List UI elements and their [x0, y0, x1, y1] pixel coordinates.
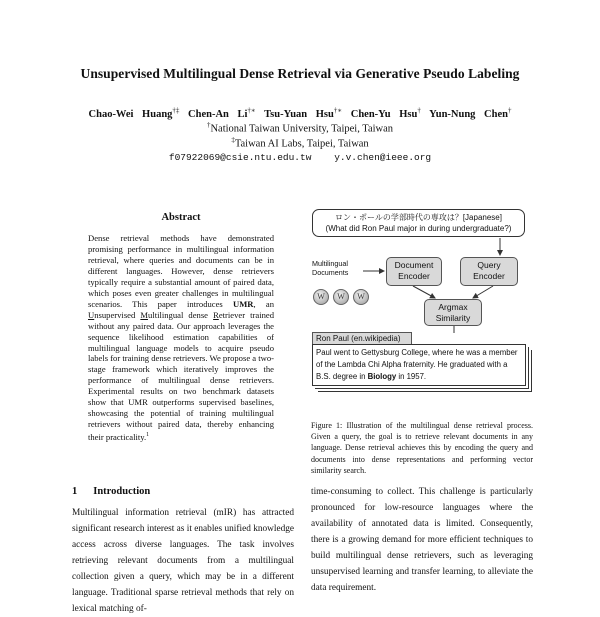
multilingual-documents-label: Multilingual Documents [312, 259, 349, 277]
intro-left-text: Multilingual information retrieval (mIR) has attracted significant research interest as it enables unified knowledge access across diverse languages. The task involves retrieving relevant documents from a multilingual collection given a query, which may be in a different language. Traditional sparse retrieval methods that rely on lexical matching of- [72, 508, 294, 614]
author-emails: f07922069@csie.ntu.edu.tw y.v.chen@ieee.org [168, 152, 432, 163]
author: Chen-Yu Hsu† [350, 106, 421, 120]
query-encoder-box: Query Encoder [460, 257, 518, 286]
author: Chao-Wei Huang†‡ [88, 106, 180, 120]
affiliation: ‡Taiwan AI Labs, Taipei, Taiwan [231, 136, 369, 150]
figure-1 [308, 205, 536, 411]
author-list [30, 106, 570, 120]
wikipedia-globe-icon: W [353, 289, 369, 305]
figure-caption: Figure 1: Illustration of the multilingual dense retrieval process. Given a query, the goal is to retrieve relevant documents in any language. Dense retrieval achieves this by encoding the query and documents into dense representations and performing vector similarity search. [311, 421, 533, 475]
arrow-doc-enc-to-argmax [413, 286, 435, 298]
document-encoder-box: Document Encoder [386, 257, 442, 286]
author: Chen-An Li†∗ [188, 106, 256, 120]
abstract-heading: Abstract [161, 212, 201, 223]
intro-right-text: time-consuming to collect. This challenge is particularly pronounced for low-resource languages where the availability of annotated data is limited. Consequently, there is a growing demand for more efficient techniques to build multilingual dense retrievers, such as leveraging unsupervised learning and transfer learning, to alleviate the data requirement. [311, 487, 533, 593]
result-title: Ron Paul (en.wikipedia) [312, 332, 412, 345]
wikipedia-globe-icon: W [333, 289, 349, 305]
paper-title: Unsupervised Multilingual Dense Retrieval via Generative Pseudo Labeling [80, 66, 520, 81]
arrow-query-enc-to-argmax [473, 286, 493, 298]
author: Tsu-Yuan Hsu†∗ [264, 106, 343, 120]
affiliation: †National Taiwan University, Taipei, Taiwan [206, 121, 394, 135]
retrieved-document: Paul went to Gettysburg College, where he was a member of the Lambda Chi Alpha fraternity. He graduated with a B.S. degree in Biology in 1957. [312, 344, 526, 386]
section-heading: 1 Introduction [72, 486, 151, 497]
wikipedia-globe-icon: W [313, 289, 329, 305]
query-box: ロン・ポールの学部時代の専攻は？[Japanese] (What did Ron Paul major in during undergraduate?) [312, 209, 525, 237]
author: Yun-Nung Chen† [429, 106, 512, 120]
argmax-similarity-box: Argmax Similarity [424, 299, 482, 326]
abstract-text: Dense retrieval methods have demonstrated promising performance in multilingual information retrieval, where queries and documents can be in different languages. However, dense retrievers typically require a substantial amount of paired data, which poses even greater challenges in multilingual scenarios. This paper introduces UMR, an Unsupervised Multilingual dense Retriever trained without any paired data. Our approach leverages the sequence likelihood estimation capabilities of multilingual language models to acquire pseudo labels for training dense retrievers. We propose a two-stage framework which iteratively improves the performance of multilingual dense retrievers. Experimental results on two benchmark datasets show that UMR outperforms supervised baselines, showcasing the potential of training multilingual retrievers without paired data, thereby enhancing their practicality.$^1$ [88, 233, 274, 443]
